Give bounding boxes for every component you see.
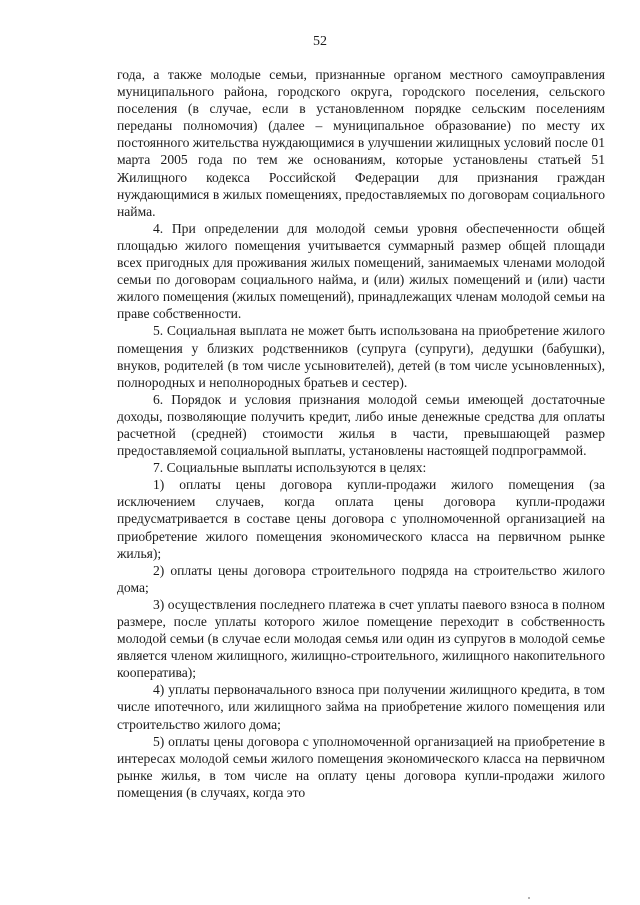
- list-item-2: 2) оплаты цены договора строительного подряда на строительство жилого дома;: [117, 562, 605, 595]
- page-number: 52: [313, 34, 327, 49]
- list-item-5: 5) оплаты цены договора с уполномоченной организацией на приобретение в интересах молодой семьи жилого помещения экономического класса на первичном рынке жилья, в том числе на оплату цены договора купли-продажи жилого помещения (в случаях, когда это: [117, 733, 605, 800]
- paragraph-item-5: 5. Социальная выплата не может быть использована на приобретение жилого помещения у близких родственников (супруга (супруги), дедушки (бабушки), внуков, родителей (в том числе усыновителей), детей (в том числе усыновленных), полнородных и неполнородных братьев и сестер).: [117, 323, 605, 390]
- document-body: [117, 66, 605, 801]
- scan-artifact-dot: [528, 897, 530, 899]
- list-item-3: 3) осуществления последнего платежа в счет уплаты паевого взноса в полном размере, после уплаты которого жилое помещение переходит в собственность молодой семьи (в случае если молодая семья или один из супругов в молодой семье является членом жилищного, жилищно-строительного, жилищного накопительного кооператива);: [117, 596, 605, 681]
- list-item-1: 1) оплаты цены договора купли-продажи жилого помещения (за исключением случаев, когда оплата цены договора купли-продажи предусматривается в составе цены договора с уполномоченной организацией на приобретение жилого помещения экономического класса на первичном рынке жилья);: [117, 477, 605, 561]
- paragraph-item-6: 6. Порядок и условия признания молодой семьи имеющей достаточные доходы, позволяющие получить кредит, либо иные денежные средства для оплаты расчетной (средней) стоимости жилья в части, превышающей размер предоставляемой социальной выплаты, установлены настоящей подпрограммой.: [117, 391, 605, 459]
- paragraph-item-4: 4. При определении для молодой семьи уровня обеспеченности общей площадью жилого помещения учитывается суммарный размер общей площади всех пригодных для проживания жилых помещений, занимаемых членами молодой семьи по договорам социального найма, и (или) жилых помещений и (или) части жилого помещения (жилых помещений), принадлежащих членам молодой семьи на праве собственности.: [117, 220, 605, 322]
- list-item-4: 4) уплаты первоначального взноса при получении жилищного кредита, в том числе ипотечного, или жилищного займа на приобретение жилого помещения или строительство жилого дома;: [117, 682, 605, 732]
- paragraph-continuation: года, а также молодые семьи, признанные органом местного самоуправления муниципального района, городского округа, городского поселения, сельского поселения (в случае, если в установленном порядке сельским поселениям переданы полномочия) (далее – муниципальное образование) по месту их постоянного жительства нуждающимися в улучшении жилищных условий после 01 марта 2005 года по тем же основаниям, которые установлены статьей 51 Жилищного кодекса Российской Федерации для признания граждан нуждающимися в жилых помещениях, предоставляемых по договорам социального найма.: [117, 67, 605, 219]
- paragraph-item-7: 7. Социальные выплаты используются в целях:: [153, 460, 427, 476]
